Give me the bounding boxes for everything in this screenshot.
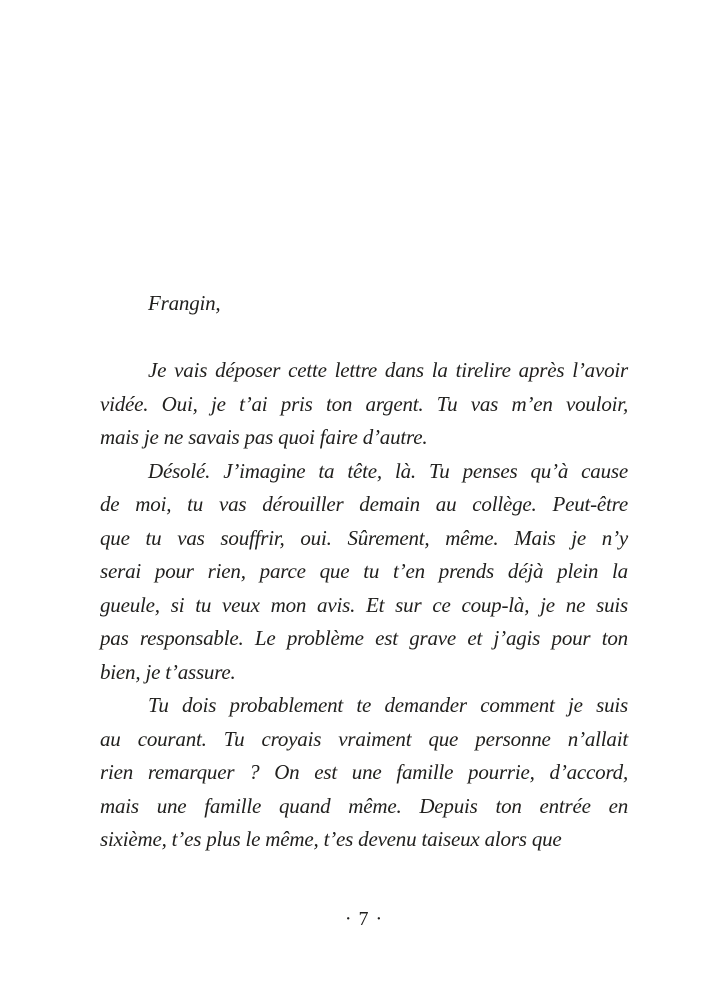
letter-line: de moi, tu vas dérouiller demain au collège. Peut-être [100, 492, 628, 516]
letter-line: gueule, si tu veux mon avis. Et sur ce coup-là, je ne suis [100, 592, 628, 617]
salutation: Frangin, [148, 291, 221, 315]
letter-line: bien, je t’assure. [100, 659, 236, 684]
page-number: · 7 · [344, 908, 384, 930]
paragraph [100, 689, 628, 857]
letter-line: Tu dois probablement te demander comment je suis [148, 693, 628, 717]
paragraph [100, 354, 628, 455]
letter-paragraphs [100, 354, 628, 857]
letter-line: mais une famille quand même. Depuis ton entrée en [100, 793, 628, 818]
letter-line: serai pour rien, parce que tu t’en prends déjà plein la [100, 559, 628, 583]
letter-text-block [100, 287, 628, 857]
letter-line: Je vais déposer cette lettre dans la tirelire après l’avoir [148, 358, 628, 382]
letter-line: sixième, t’es plus le même, t’es devenu taiseux alors que [100, 827, 562, 851]
letter-line: rien remarquer ? On est une famille pourrie, d’accord, [100, 760, 628, 784]
paragraph [100, 455, 628, 690]
letter-line: Désolé. J’imagine ta tête, là. Tu penses qu’à cause [148, 458, 628, 483]
letter-line: vidée. Oui, je t’ai pris ton argent. Tu vas m’en vouloir, [100, 391, 628, 416]
letter-line: mais je ne savais pas quoi faire d’autre. [100, 425, 428, 449]
letter-line: au courant. Tu croyais vraiment que personne n’allait [100, 726, 628, 751]
letter-line: que tu vas souffrir, oui. Sûrement, même. Mais je n’y [100, 525, 628, 550]
letter-line: pas responsable. Le problème est grave et j’agis pour ton [100, 626, 628, 650]
